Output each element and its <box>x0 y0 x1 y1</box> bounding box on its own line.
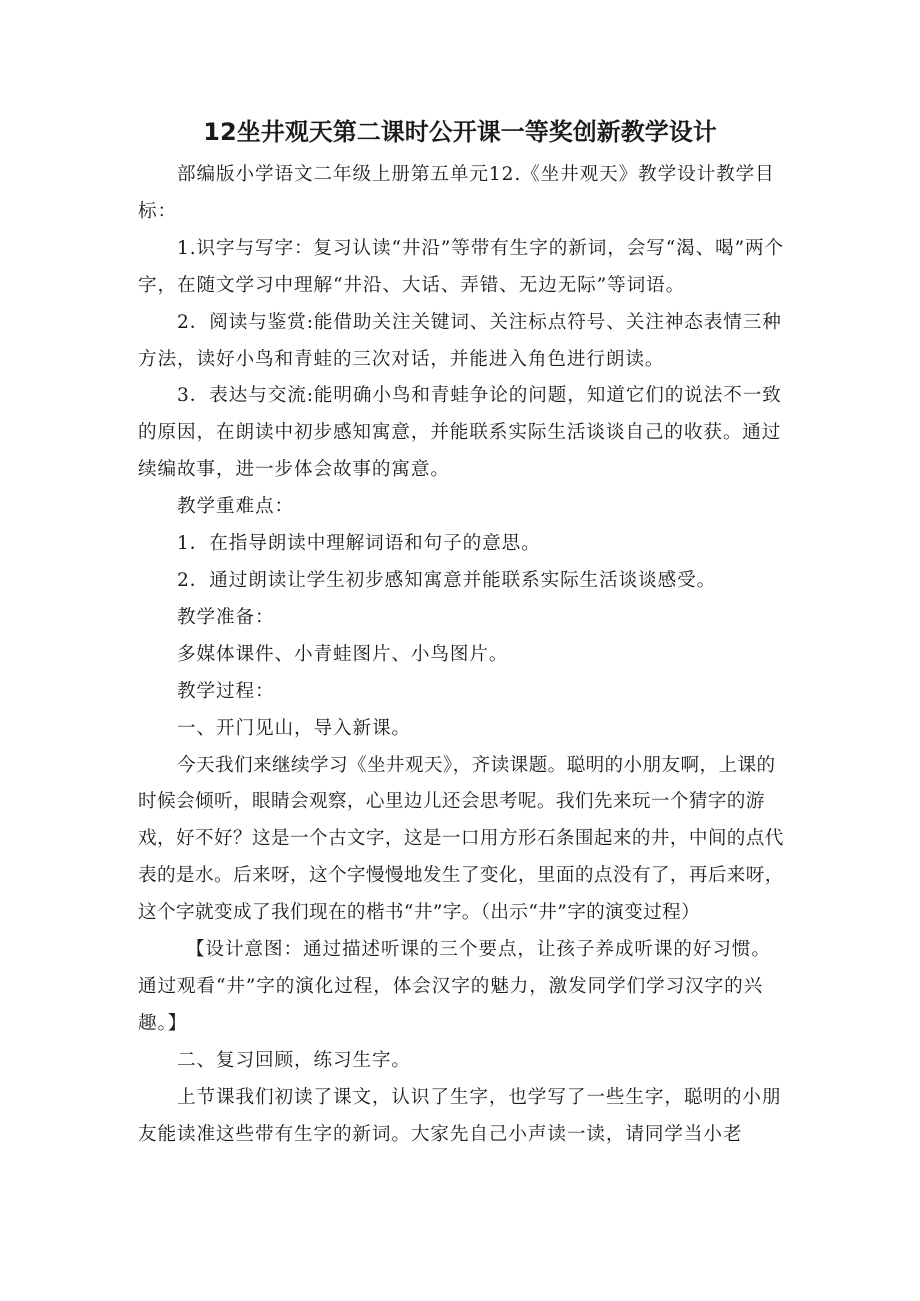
document-title: 12坐井观天第二课时公开课一等奖创新教学设计 <box>203 118 717 146</box>
document-body <box>138 157 788 1153</box>
heading-preparation: 教学准备： <box>177 606 275 628</box>
paragraph-objective-2: 2．阅读与鉴赏:能借助关注关键词、关注标点符号、关注神态表情三种方法，读好小鸟和青蛙的三次对话，并能进入角色进行朗读。 <box>138 311 782 370</box>
paragraph-step-2: 上节课我们初读了课文，认识了生字，也学写了一些生字，聪明的小朋友能读准这些带有生字的新词。大家先自己小声读一读，请同学当小老 <box>138 1086 782 1145</box>
paragraph-key-point-1: 1．在指导朗读中理解词语和句子的意思。 <box>177 533 541 555</box>
paragraph-key-point-2: 2．通过朗读让学生初步感知寓意并能联系实际生活谈谈感受。 <box>177 569 717 591</box>
heading-process: 教学过程： <box>177 680 275 702</box>
paragraph-objective-3: 3．表达与交流:能明确小鸟和青蛙争论的问题，知道它们的说法不一致的原因，在朗读中初步感知寓意，并能联系实际生活谈谈自己的收获。通过续编故事，进一步体会故事的寓意。 <box>138 385 782 481</box>
paragraph-objective-1: 1.识字与写字：复习认读“井沿”等带有生字的新词，会写“渴、喝”两个字，在随文学习中理解“井沿、大话、弄错、无边无际”等词语。 <box>138 237 784 296</box>
paragraph-design-intent: 【设计意图：通过描述听课的三个要点，让孩子养成听课的好习惯。通过观看“井”字的演化过程，体会汉字的魅力，激发同学们学习汉字的兴趣。】 <box>138 939 771 1034</box>
heading-step-1: 一、开门见山，导入新课。 <box>177 717 411 739</box>
paragraph-preparation: 多媒体课件、小青蛙图片、小鸟图片。 <box>177 643 509 665</box>
heading-step-2: 二、复习回顾，练习生字。 <box>177 1049 411 1071</box>
paragraph-step-1: 今天我们来继续学习《坐井观天》，齐读课题。聪明的小朋友啊，上课的时候会倾听，眼睛会观察，心里边儿还会思考呢。我们先来玩一个猜字的游戏，好不好？这是一个古文字，这是一口用方形石条围起来的井，中间的点代表的是水。后来呀，这个字慢慢地发生了变化，里面的点没有了，再后来呀，这个字就变成了我们现在的楷书“井”字。（出示“井”字的演变过程） <box>138 754 784 924</box>
heading-key-points: 教学重难点： <box>177 496 294 518</box>
paragraph-intro: 部编版小学语文二年级上册第五单元12.《坐井观天》教学设计教学目标： <box>138 164 775 222</box>
